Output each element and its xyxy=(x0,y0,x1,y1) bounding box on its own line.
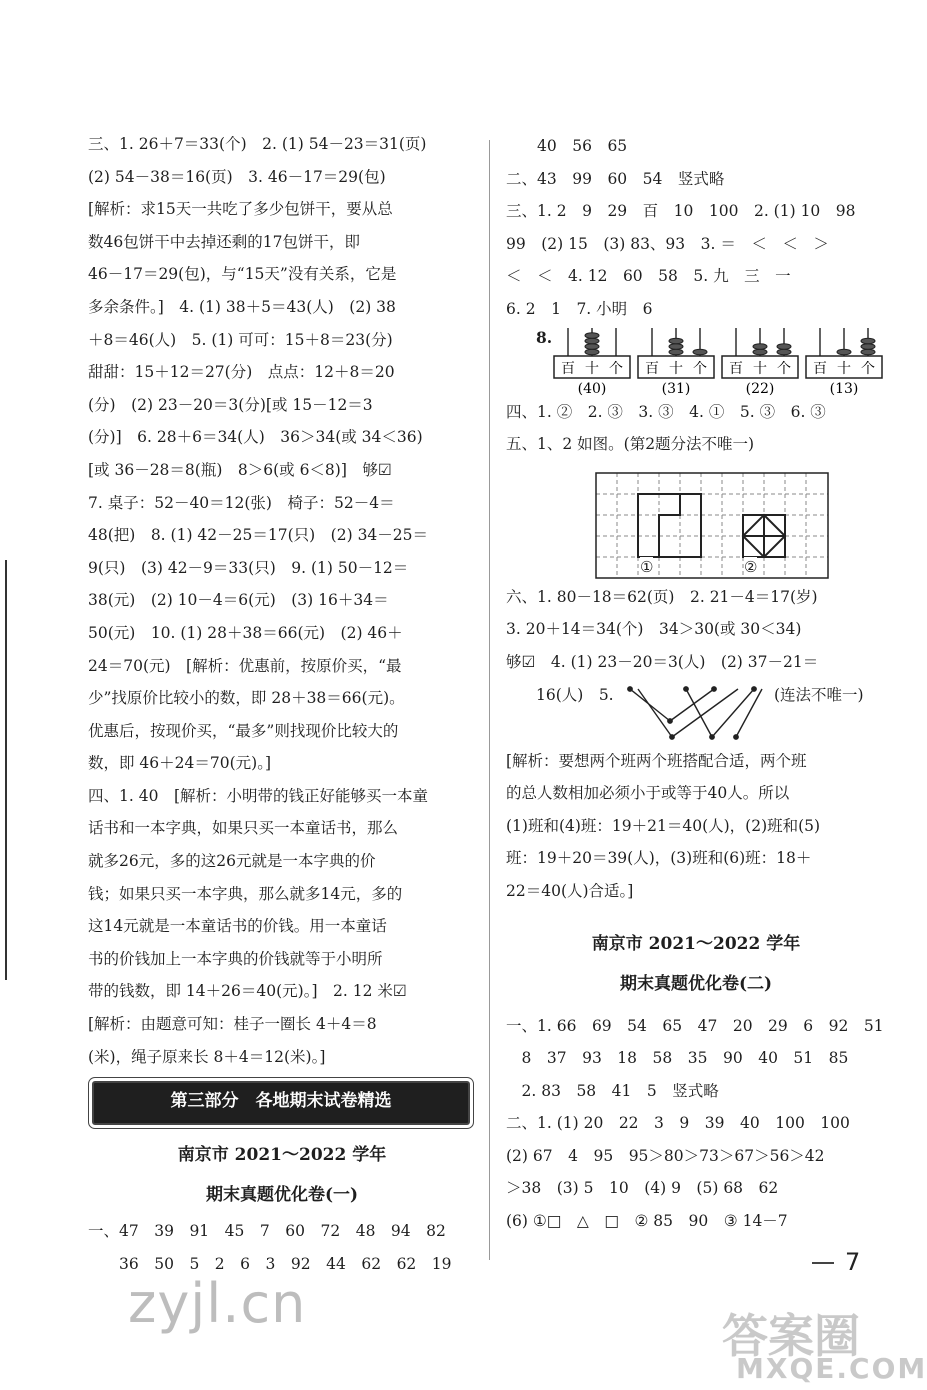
answer-line: 36 50 5 2 6 3 92 44 62 62 19 xyxy=(88,1254,452,1273)
abacus-place-label: 百 xyxy=(813,360,827,377)
answer-line: 数，即 46＋24＝70(元)。] xyxy=(88,754,271,773)
abacus-place-label: 个 xyxy=(609,360,623,377)
answer-line: 3. 20＋14＝34(个) 34＞30(或 30＜34) xyxy=(506,620,802,639)
grid-label-2: ② xyxy=(744,557,758,576)
right-answers-part-b xyxy=(506,396,886,461)
answer-line: 钱；如果只买一本字典，那么就多14元，多的 xyxy=(88,884,403,903)
answer-line: 一、47 39 91 45 7 60 72 48 94 82 xyxy=(88,1222,446,1241)
answer-line: 7. 桌子：52－40＝12(张) 椅子：52－4＝ xyxy=(88,493,395,512)
answer-line: [解析：求15天一共吃了多少包饼干，要从总 xyxy=(88,200,393,219)
answer-line: 24＝70(元) [解析：优惠前，按原价买，“最 xyxy=(88,656,402,675)
abacus-bead xyxy=(861,349,875,355)
exam-heading-line2: 期末真题优化卷(一) xyxy=(205,1185,359,1206)
abacus-bead xyxy=(585,338,599,344)
abacus-place-label: 十 xyxy=(585,360,599,377)
answer-line: [解析：要想两个班两个班搭配合适，两个班 xyxy=(506,751,807,770)
abacus-place-label: 十 xyxy=(837,360,851,377)
answer-line: 6. 2 1 7. 小明 6 xyxy=(506,299,653,318)
answer-line: ＜ ＜ 4. 12 60 58 5. 九 三 一 xyxy=(506,267,791,286)
answer-line: 带的钱数，即 14＋26＝40(元)。] 2. 12 米☑ xyxy=(88,982,407,1001)
answer-line: 这14元就是一本童话书的价钱。用一本童话 xyxy=(88,917,387,936)
right-answers-part-d xyxy=(506,745,886,908)
watermark-daanquan: 答案圈 xyxy=(722,1309,860,1363)
abacus-question-number: 8. xyxy=(536,327,553,347)
answer-line: 40 56 65 xyxy=(506,137,628,155)
right-answers-part-c xyxy=(506,581,886,679)
abacus-place-label: 个 xyxy=(861,360,875,377)
abacus-bead xyxy=(669,338,683,344)
answer-line: 三、1. 2 9 29 百 10 100 2. (1) 10 98 xyxy=(506,202,856,221)
answer-line: 就多26元，多的这26元就是一本字典的价 xyxy=(88,852,376,871)
answer-line: 8 37 93 18 58 35 90 40 51 85 xyxy=(506,1049,849,1068)
answer-line: 数46包饼干中去掉还剩的17包饼干，即 xyxy=(88,232,360,251)
answer-line: 四、1. 40 [解析：小明带的钱正好能够买一本童 xyxy=(88,786,428,805)
answer-line: 48(把) 8. (1) 42－25＝17(只) (2) 34－25＝ xyxy=(88,526,429,545)
abacus-place-label: 百 xyxy=(645,360,659,377)
answer-line: (米)，绳子原来长 8＋4＝12(米)。] xyxy=(88,1047,326,1066)
answer-line: 2. 83 58 41 5 竖式略 xyxy=(506,1081,719,1100)
abacus-value: (31) xyxy=(661,380,691,397)
abacus-bead xyxy=(861,343,875,349)
answer-line: 46－17＝29(包)，与“15天”没有关系，它是 xyxy=(88,265,397,284)
left-answers-part-b xyxy=(88,1215,476,1280)
answer-line: 50(元) 10. (1) 28＋38＝66(元) (2) 46＋ xyxy=(88,623,403,642)
matching-question-prefix: 16(人) 5. xyxy=(536,685,614,704)
answer-line: 书的价钱加上一本字典的价钱就等于小明所 xyxy=(88,949,383,968)
page-number: 7 xyxy=(845,1248,861,1276)
abacus-bead xyxy=(669,349,683,355)
answer-line: 一、1. 66 69 54 65 47 20 29 6 92 51 xyxy=(506,1016,884,1035)
abacus-bead xyxy=(585,332,599,338)
exam-heading-line2-right: 期末真题优化卷(二) xyxy=(619,973,773,994)
abacus-place-label: 十 xyxy=(753,360,767,377)
abacus-place-label: 百 xyxy=(729,360,743,377)
answer-line: [或 36－28＝8(瓶) 8＞6(或 6＜8)] 够☑ xyxy=(88,460,392,479)
answer-line: 够☑ 4. (1) 23－20＝3(人) (2) 37－21＝ xyxy=(506,652,819,671)
answer-line: 9(只) (3) 42－9＝33(只) 9. (1) 50－12＝ xyxy=(88,558,409,577)
abacus-bead xyxy=(837,349,851,355)
abacus-bead xyxy=(753,349,767,355)
column-divider xyxy=(489,140,490,1260)
answer-line: 二、43 99 60 54 竖式略 xyxy=(506,169,725,188)
abacus-bead xyxy=(861,338,875,344)
abacus-bead xyxy=(777,343,791,349)
matching-figure xyxy=(506,679,886,745)
abacus-bead xyxy=(777,349,791,355)
answer-line: 甜甜：15＋12＝27(分) 点点：12＋8＝20 xyxy=(88,363,395,382)
answer-line: (6) ①□ △ □ ② 85 90 ③ 14－7 xyxy=(506,1212,788,1231)
abacus-place-label: 十 xyxy=(669,360,683,377)
grid-drawing xyxy=(506,461,886,581)
grid-label-1: ① xyxy=(640,557,654,576)
page-edge-mark xyxy=(5,560,7,980)
answer-line: (1)班和(4)班：19＋21＝40(人)，(2)班和(5) xyxy=(506,816,821,835)
abacus-bead xyxy=(753,343,767,349)
answer-line: 多余条件。] 4. (1) 38＋5＝43(人) (2) 38 xyxy=(88,297,396,316)
answer-line: (2) 54－38＝16(页) 3. 46－17＝29(包) xyxy=(88,167,386,186)
left-answers-part-a xyxy=(88,128,476,1073)
answer-line: (分) (2) 23－20＝3(分)[或 15－12＝3 xyxy=(88,395,373,414)
abacus-bead xyxy=(585,349,599,355)
abacus-drawing xyxy=(506,326,886,396)
abacus-value: (40) xyxy=(577,380,607,397)
answer-line: (2) 67 4 95 95＞80＞73＞67＞56＞42 xyxy=(506,1146,825,1165)
exam-heading-line1-right: 南京市 2021～2022 学年 xyxy=(591,933,801,954)
answer-line: (分)] 6. 28＋6＝34(人) 36＞34(或 34＜36) xyxy=(88,428,423,447)
answer-line: 四、1. ② 2. ③ 3. ③ 4. ① 5. ③ 6. ③ xyxy=(506,402,826,421)
matching-note: (连法不唯一) xyxy=(774,685,864,704)
answer-line: 六、1. 80－18＝62(页) 2. 21－4＝17(岁) xyxy=(506,587,818,606)
abacus-bead xyxy=(669,343,683,349)
answer-line: 二、1. (1) 20 22 3 9 39 40 100 100 xyxy=(506,1114,850,1133)
watermark-mxqe: MXQE.COM xyxy=(736,1352,927,1385)
answer-line: ＋8＝46(人) 5. (1) 可可：15＋8＝23(分) xyxy=(88,330,393,349)
page-number-rule xyxy=(812,1262,834,1264)
watermark-zyjl: zyjl.cn xyxy=(128,1272,307,1335)
abacus-value: (13) xyxy=(829,380,859,397)
abacus-place-label: 个 xyxy=(777,360,791,377)
answer-line: 38(元) (2) 10－4＝6(元) (3) 16＋34＝ xyxy=(88,591,389,610)
answer-line: ＞38 (3) 5 10 (4) 9 (5) 68 62 xyxy=(506,1179,779,1198)
right-column xyxy=(506,130,886,1238)
answer-line: 的总人数相加必须小于或等于40人。所以 xyxy=(506,784,790,803)
left-column xyxy=(88,128,476,1280)
abacus-place-label: 个 xyxy=(693,360,707,377)
answer-line: 99 (2) 15 (3) 83、93 3. ＝ ＜ ＜ ＞ xyxy=(506,234,829,253)
exam-heading-line1: 南京市 2021～2022 学年 xyxy=(177,1145,387,1166)
answer-line: 优惠后，按现价买，“最多”则找现价比较大的 xyxy=(88,721,399,740)
abacus-place-label: 百 xyxy=(561,360,575,377)
grid-figure xyxy=(506,461,886,581)
abacus-value: (22) xyxy=(745,380,775,397)
answer-line: 22＝40(人)合适。] xyxy=(506,881,634,900)
answer-line: 话书和一本字典，如果只买一本童话书，那么 xyxy=(88,819,399,838)
answer-line: [解析：由题意可知：桂子一圈长 4＋4＝8 xyxy=(88,1015,377,1034)
section-banner: 第三部分 各地期末试卷精选 xyxy=(92,1081,470,1125)
answer-line: 五、1、2 如图。(第2题分法不唯一) xyxy=(506,435,755,454)
answer-line: 班：19＋20＝39(人)，(3)班和(6)班：18＋ xyxy=(506,849,812,868)
abacus-bead xyxy=(585,343,599,349)
answer-line: 少”找原价比较小的数，即 28＋38＝66(元)。 xyxy=(88,689,405,708)
right-answers-part-e xyxy=(506,1010,886,1238)
abacus-bead xyxy=(693,349,707,355)
abacus-figure xyxy=(506,326,886,396)
right-answers-part-a xyxy=(506,130,886,326)
answer-line: 三、1. 26＋7＝33(个) 2. (1) 54－23＝31(页) xyxy=(88,135,427,153)
